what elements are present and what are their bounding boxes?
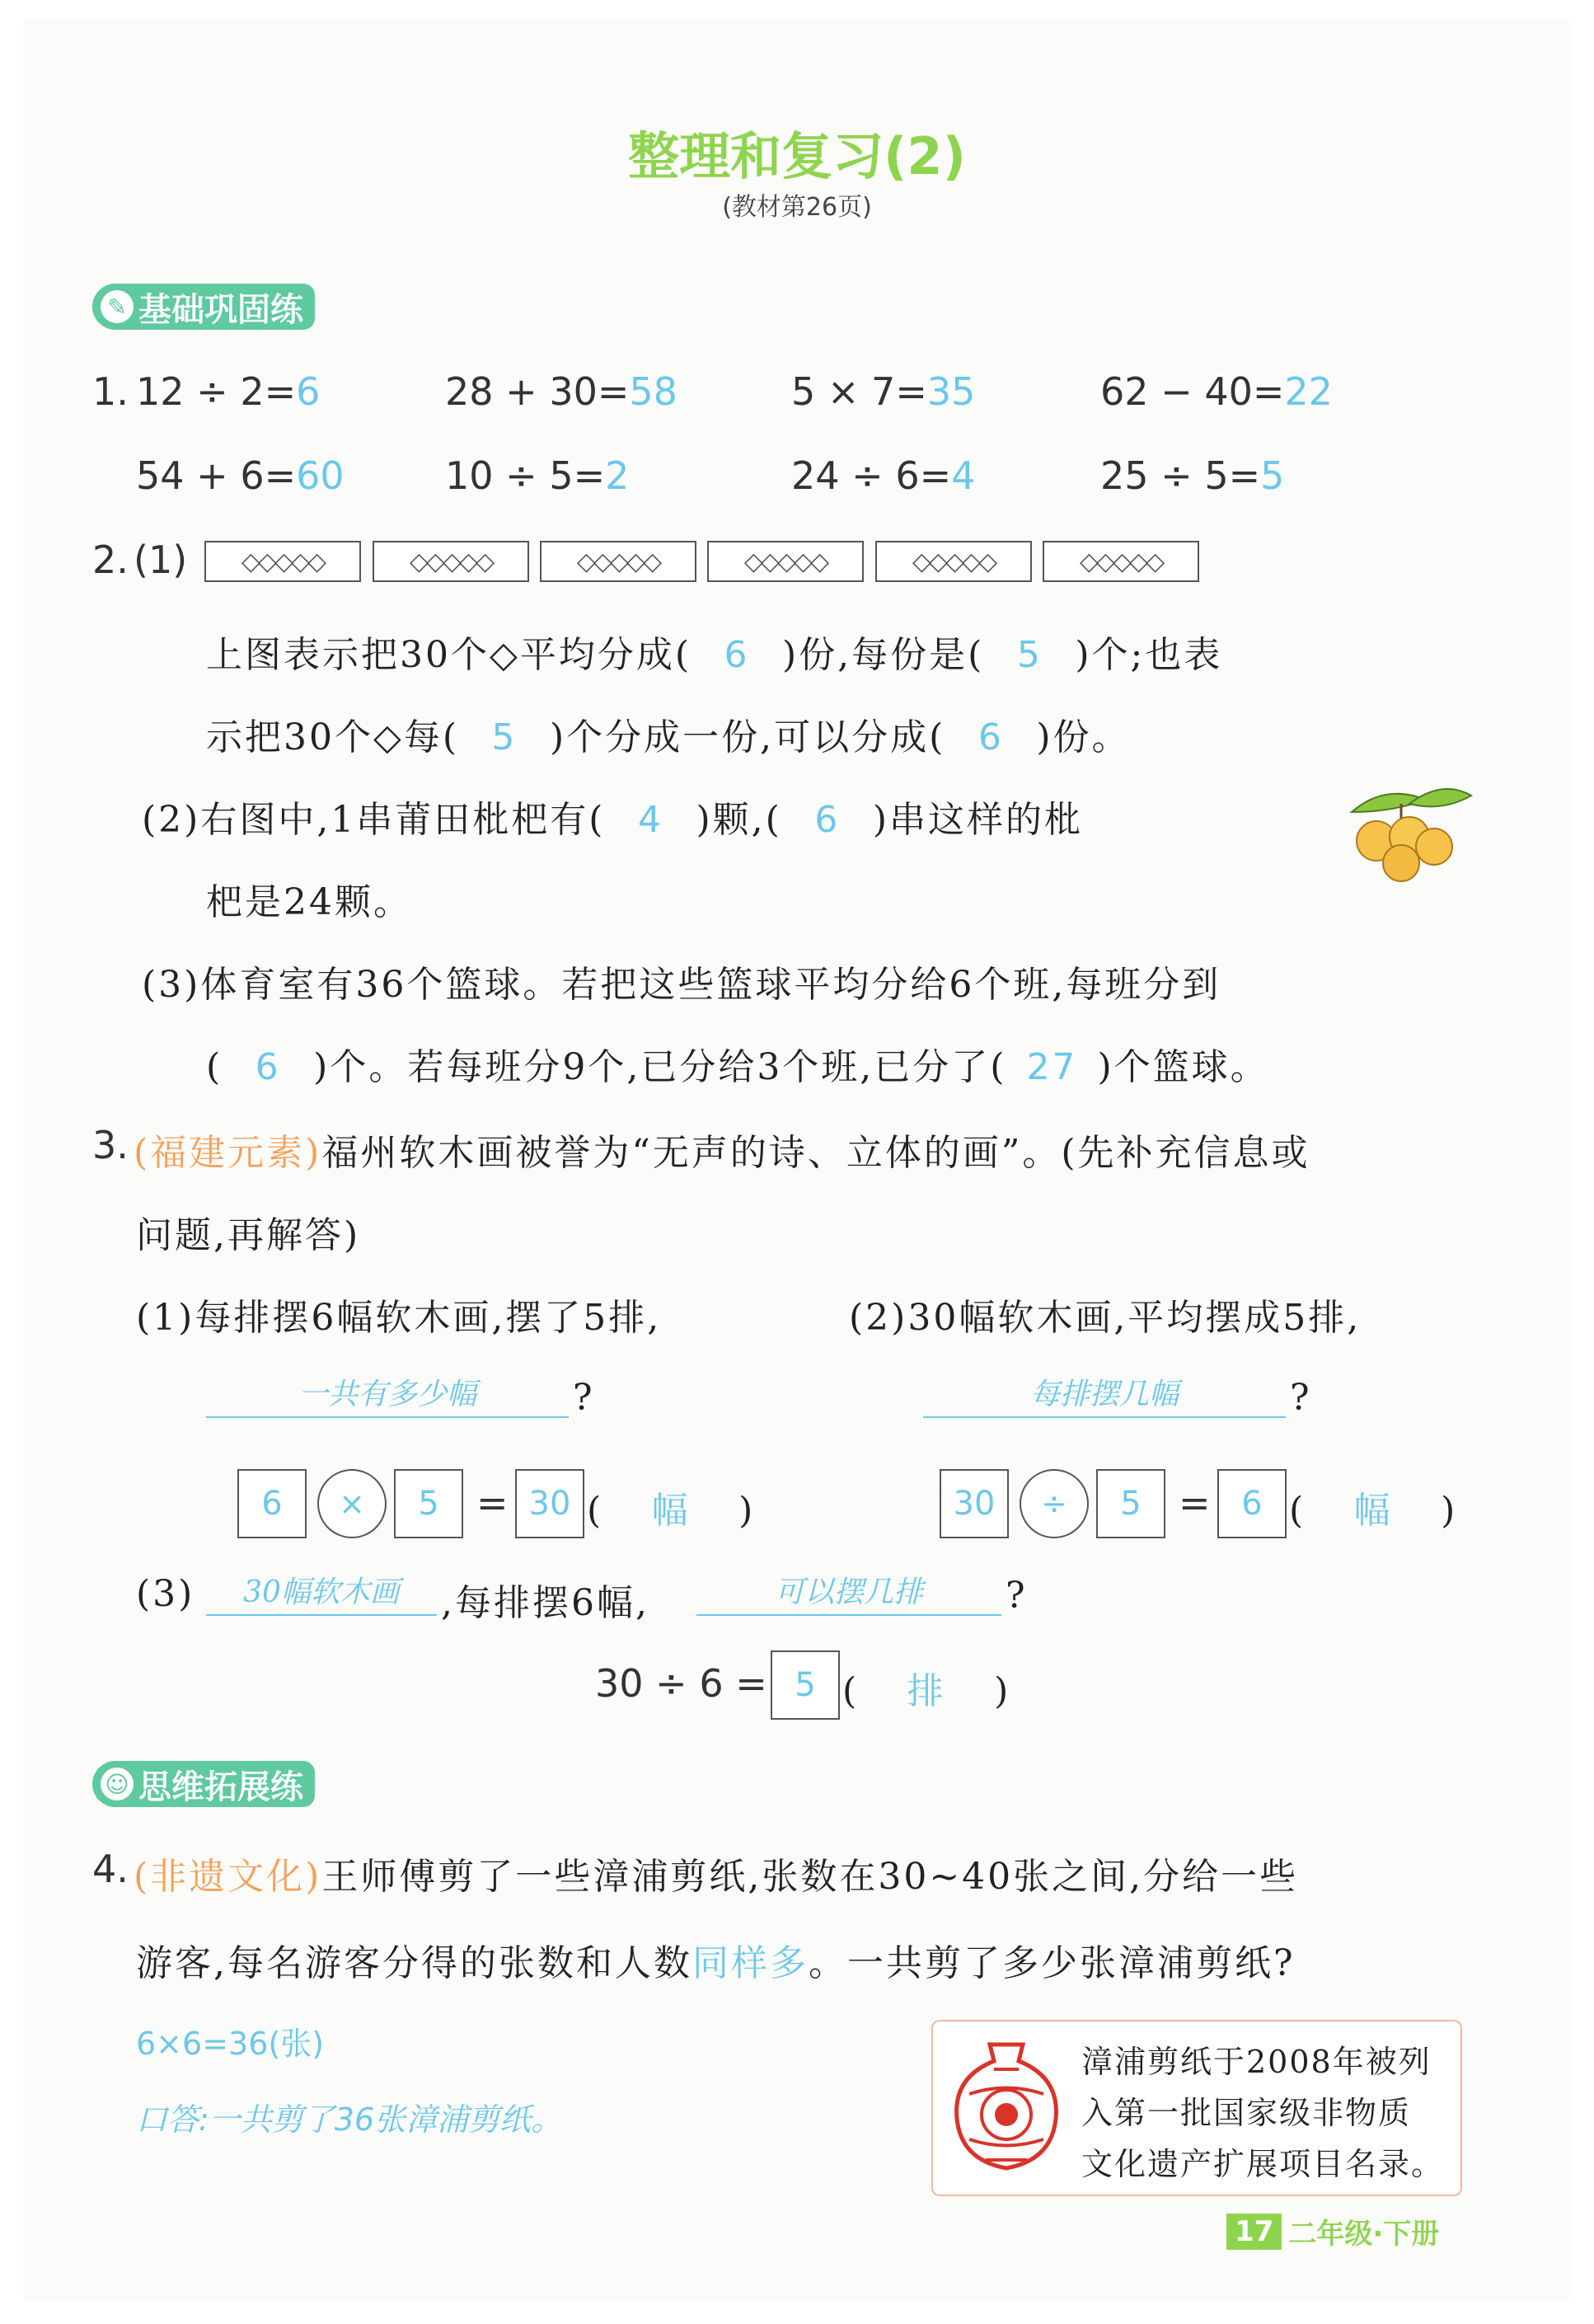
q2-part2-line2: 杷是24颗。 xyxy=(206,881,412,923)
diamond-group-6: ◇◇◇◇◇ xyxy=(1043,541,1199,582)
highlight-text: 同样多 xyxy=(692,1942,809,1984)
answer-blank: 6 xyxy=(814,799,841,841)
q1-item-4: 62 − 40=22 xyxy=(1100,369,1333,414)
diamond-group-5: ◇◇◇◇◇ xyxy=(875,541,1032,582)
section-badge-extend xyxy=(92,1761,315,1807)
q2-part2-line1: (2)右图中,1串莆田枇杷有( 4 )颗,( 6 )串这样的枇 xyxy=(142,799,1083,841)
diamond-group-4: ◇◇◇◇◇ xyxy=(707,541,864,582)
equation-box: 5 xyxy=(394,1469,463,1538)
q3-part3-fill1: 30幅软木画 xyxy=(206,1570,437,1616)
section-badge-basic xyxy=(92,284,315,330)
unit-parens: ( 幅 ) xyxy=(1289,1481,1457,1533)
q4-number: 4. xyxy=(92,1847,129,1891)
question-mark: ? xyxy=(1006,1575,1028,1617)
diamond-group-3: ◇◇◇◇◇ xyxy=(540,541,696,582)
answer: 60 xyxy=(296,453,345,498)
answer-blank: 5 xyxy=(491,716,518,758)
question-mark: ? xyxy=(573,1377,595,1419)
q3-part3-mid: ,每排摆6幅, xyxy=(441,1582,649,1624)
q3-part2-question-fill: 每排摆几幅 xyxy=(923,1372,1286,1418)
q3-part1-question-fill: 一共有多少幅 xyxy=(206,1372,569,1418)
section-label: 基础巩固练 xyxy=(138,290,303,329)
grade-label: 二年级·下册 xyxy=(1288,2218,1440,2251)
equation-box: 30 xyxy=(515,1469,584,1538)
q2-part3-line1: (3)体育室有36个篮球。若把这些篮球平均分给6个班,每班分到 xyxy=(142,964,1221,1006)
q4-answer-text: 口答:一共剪了36张漳浦剪纸。 xyxy=(136,2101,563,2138)
page-footer xyxy=(1226,2211,1439,2251)
answer: 5 xyxy=(1260,453,1285,498)
equation-box: 5 xyxy=(1096,1469,1165,1538)
q1-item-1: 12 ÷ 2=6 xyxy=(136,369,321,414)
info-line-1: 漳浦剪纸于2008年被列 xyxy=(1081,2044,1432,2080)
operator-circle: ÷ xyxy=(1020,1469,1089,1538)
q1-item-3: 5 × 7=35 xyxy=(791,369,976,414)
section-label: 思维拓展练 xyxy=(138,1768,303,1806)
loquat-illustration xyxy=(1335,779,1475,886)
q4-line2: 游客,每名游客分得的张数和人数同样多。一共剪了多少张漳浦剪纸? xyxy=(136,1942,1296,1984)
q1-item-5: 54 + 6=60 xyxy=(136,453,345,498)
q2-number: 2. xyxy=(92,538,129,582)
question-mark: ? xyxy=(1290,1377,1312,1419)
unit-parens: ( 幅 ) xyxy=(587,1481,755,1533)
answer-blank: 6 xyxy=(724,634,750,676)
answer: 6 xyxy=(296,369,321,414)
q3-line2: 问题,再解答) xyxy=(136,1214,361,1256)
answer-blank: 27 xyxy=(1026,1046,1078,1088)
q2-part1-line2: 示把30个◇每( 5 )个分成一份,可以分成( 6 )份。 xyxy=(206,716,1131,758)
operator-circle: × xyxy=(317,1469,387,1538)
answer-blank: 6 xyxy=(977,716,1004,758)
q1-item-6: 10 ÷ 5=2 xyxy=(445,453,630,498)
q3-part3-label: (3) xyxy=(136,1573,195,1615)
answer: 4 xyxy=(951,453,976,498)
q4-answer-calc: 6×6=36(张) xyxy=(136,2026,325,2062)
answer: 22 xyxy=(1284,369,1333,414)
q3-part2-text: (2)30幅软木画,平均摆成5排, xyxy=(849,1297,1362,1339)
q2-part1-line1: 上图表示把30个◇平均分成( 6 )份,每份是( 5 )个;也表 xyxy=(206,634,1223,676)
q2-part1-label: (1) xyxy=(134,538,188,582)
unit-answer: 幅 xyxy=(651,1490,691,1532)
brain-icon: ☺ xyxy=(101,1768,134,1801)
q1-item-7: 24 ÷ 6=4 xyxy=(791,453,976,498)
page-title: 整理和复习(2) xyxy=(628,126,966,186)
unit-parens: ( 排 ) xyxy=(842,1661,1010,1714)
answer-blank: 4 xyxy=(637,799,663,841)
answer-blank: 6 xyxy=(255,1046,281,1088)
equals-sign: = xyxy=(1179,1481,1211,1525)
q1-item-2: 28 + 30=58 xyxy=(445,369,677,414)
equation-box: 6 xyxy=(237,1469,307,1538)
page-subtitle: (教材第26页) xyxy=(722,193,872,222)
info-line-3: 文化遗产扩展项目名录。 xyxy=(1081,2146,1445,2182)
page-number: 17 xyxy=(1226,2214,1282,2250)
answer: 35 xyxy=(926,369,976,414)
answer-blank: 5 xyxy=(1016,634,1043,676)
equation-box: 5 xyxy=(771,1650,840,1720)
q4-tag: (非遗文化) xyxy=(134,1856,322,1898)
answer: 2 xyxy=(605,453,630,498)
diamond-group-1: ◇◇◇◇◇ xyxy=(204,541,361,582)
equals-sign: = xyxy=(476,1481,509,1525)
diamond-group-2: ◇◇◇◇◇ xyxy=(373,541,529,582)
pencil-icon: ✎ xyxy=(101,290,134,323)
equation-box: 30 xyxy=(940,1469,1009,1538)
q2-part3-line2: ( 6 )个。若每班分9个,已分给3个班,已分了( 27 )个篮球。 xyxy=(206,1046,1269,1088)
unit-answer: 排 xyxy=(907,1670,946,1712)
info-line-2: 入第一批国家级非物质 xyxy=(1081,2095,1412,2131)
q1-item-8: 25 ÷ 5=5 xyxy=(1100,453,1285,498)
info-box xyxy=(931,2020,1462,2196)
answer: 58 xyxy=(629,369,677,414)
unit-answer: 幅 xyxy=(1353,1490,1393,1532)
q3-tag: (福建元素) xyxy=(134,1132,322,1174)
q3-line1: (福建元素)福州软木画被誉为“无声的诗、立体的画”。(先补充信息或 xyxy=(134,1132,1310,1174)
q3-part3-fill2: 可以摆几排 xyxy=(696,1570,1001,1616)
q4-line1: (非遗文化)王师傅剪了一些漳浦剪纸,张数在30~40张之间,分给一些 xyxy=(134,1856,1299,1898)
q3-part1-text: (1)每排摆6幅软木画,摆了5排, xyxy=(136,1297,662,1339)
q1-number: 1. xyxy=(92,369,129,414)
q3-part3-expr: 30 ÷ 6 = xyxy=(595,1661,767,1706)
q3-number: 3. xyxy=(92,1123,129,1167)
papercut-vase-image xyxy=(945,2036,1068,2176)
equation-box: 6 xyxy=(1217,1469,1287,1538)
